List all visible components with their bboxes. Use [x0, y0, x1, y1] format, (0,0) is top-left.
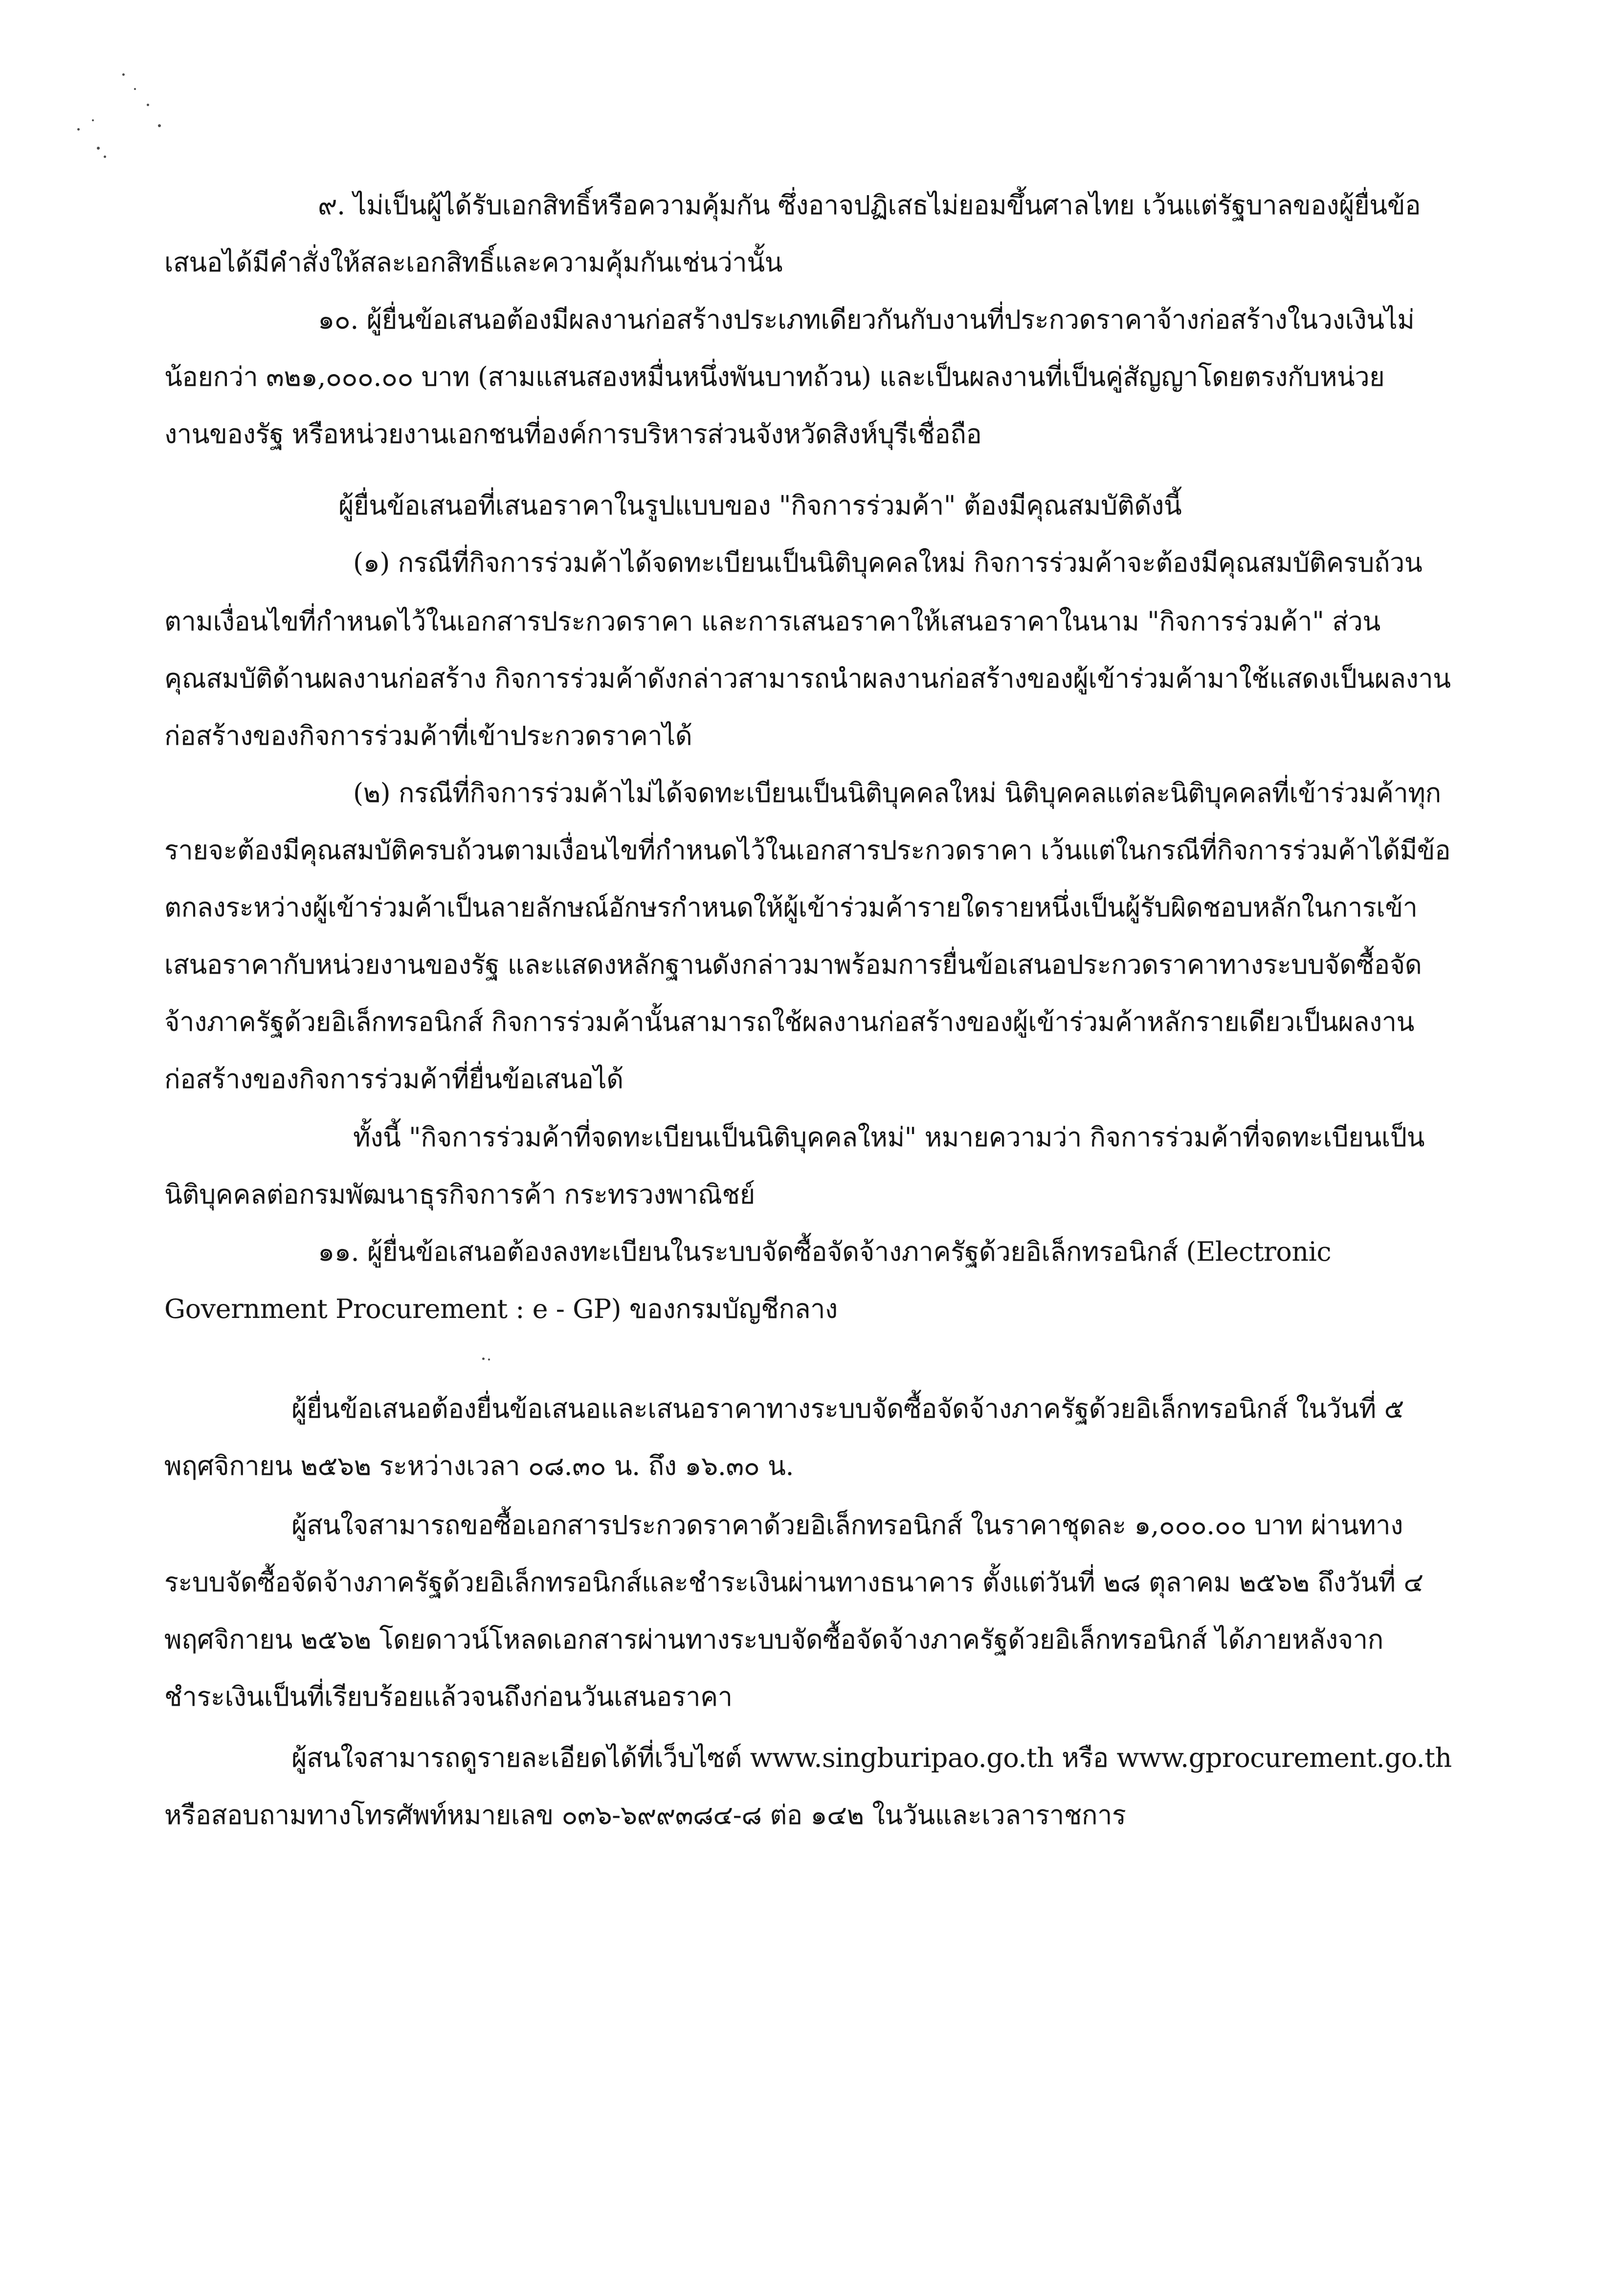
- scan-speck: [488, 1359, 490, 1360]
- text-line: หรือสอบถามทางโทรศัพท์หมายเลข ๐๓๖-๖๙๙๓๘๔-๘ ต่อ ๑๔๒ ในวันและเวลาราชการ: [164, 1800, 1126, 1830]
- text-line: ตกลงระหว่างผู้เข้าร่วมค้าเป็นลายลักษณ์อักษรกำหนดให้ผู้เข้าร่วมค้ารายใดรายหนึ่งเป็นผู้รับผิดชอบหลักในการเข้า: [164, 892, 1418, 923]
- text-line: ๑๑. ผู้ยื่นข้อเสนอต้องลงทะเบียนในระบบจัดซื้อจัดจ้างภาครัฐด้วยอิเล็กทรอนิกส์ (Electronic: [318, 1236, 1332, 1267]
- text-line: ชำระเงินเป็นที่เรียบร้อยแล้วจนถึงก่อนวันเสนอราคา: [164, 1681, 733, 1712]
- text-line: ผู้สนใจสามารถดูรายละเอียดได้ที่เว็บไซต์ www.singburipao.go.th หรือ www.gprocurement.go.th: [291, 1742, 1452, 1773]
- text-line: คุณสมบัติด้านผลงานก่อสร้าง กิจการร่วมค้าดังกล่าวสามารถนำผลงานก่อสร้างของผู้เข้าร่วมค้ามาใช้แสดงเป็นผลงาน: [164, 663, 1451, 694]
- scan-speck: [147, 104, 149, 106]
- scan-speck: [122, 73, 125, 76]
- text-line: ระบบจัดซื้อจัดจ้างภาครัฐด้วยอิเล็กทรอนิกส์และชำระเงินผ่านทางธนาคาร ตั้งแต่วันที่ ๒๘ ตุลาคม ๒๕๖๒ ถึงวันที่ ๔: [164, 1567, 1424, 1598]
- scan-speck: [134, 88, 136, 90]
- text-line: ผู้ยื่นข้อเสนอที่เสนอราคาในรูปแบบของ "กิจการร่วมค้า" ต้องมีคุณสมบัติดังนี้: [338, 490, 1182, 521]
- scan-speck: [92, 119, 94, 121]
- text-line: (๑) กรณีที่กิจการร่วมค้าได้จดทะเบียนเป็นนิติบุคคลใหม่ กิจการร่วมค้าจะต้องมีคุณสมบัติครบถ้วน: [353, 547, 1423, 578]
- text-line: เสนอได้มีคำสั่งให้สละเอกสิทธิ์และความคุ้มกันเช่นว่านั้น: [164, 247, 783, 278]
- text-line: พฤศจิกายน ๒๕๖๒ โดยดาวน์โหลดเอกสารผ่านทางระบบจัดซื้อจัดจ้างภาครัฐด้วยอิเล็กทรอนิกส์ ได้ภายหลังจาก: [164, 1624, 1383, 1655]
- scan-speck: [77, 128, 80, 131]
- scan-speck: [97, 147, 100, 150]
- scan-speck: [482, 1358, 485, 1360]
- text-line: ตามเงื่อนไขที่กำหนดไว้ในเอกสารประกวดราคา และการเสนอราคาให้เสนอราคาในนาม "กิจการร่วมค้า" ส่วน: [164, 606, 1380, 637]
- text-line: รายจะต้องมีคุณสมบัติครบถ้วนตามเงื่อนไขที่กำหนดไว้ในเอกสารประกวดราคา เว้นแต่ในกรณีที่กิจการร่วมค้าได้มีข้อ: [164, 835, 1451, 866]
- text-line: ๑๐. ผู้ยื่นข้อเสนอต้องมีผลงานก่อสร้างประเภทเดียวกันกับงานที่ประกวดราคาจ้างก่อสร้างในวงเงินไม่: [318, 304, 1415, 335]
- text-line: พฤศจิกายน ๒๕๖๒ ระหว่างเวลา ๐๘.๓๐ น. ถึง ๑๖.๓๐ น.: [164, 1450, 794, 1481]
- text-line: งานของรัฐ หรือหน่วยงานเอกชนที่องค์การบริหารส่วนจังหวัดสิงห์บุรีเชื่อถือ: [164, 419, 982, 449]
- scan-speck: [104, 156, 106, 158]
- scan-speck: [158, 124, 161, 127]
- text-line: ๙. ไม่เป็นผู้ได้รับเอกสิทธิ์หรือความคุ้มกัน ซึ่งอาจปฏิเสธไม่ยอมขึ้นศาลไทย เว้นแต่รัฐบาลของผู้ยื่นข้อ: [318, 190, 1421, 221]
- text-line: Government Procurement : e - GP) ของกรมบัญชีกลาง: [164, 1293, 838, 1324]
- text-line: ก่อสร้างของกิจการร่วมค้าที่ยื่นข้อเสนอได้: [164, 1064, 623, 1094]
- text-line: ทั้งนี้ "กิจการร่วมค้าที่จดทะเบียนเป็นนิติบุคคลใหม่" หมายความว่า กิจการร่วมค้าที่จดทะเบียนเป็น: [353, 1122, 1424, 1153]
- text-line: (๒) กรณีที่กิจการร่วมค้าไม่ได้จดทะเบียนเป็นนิติบุคคลใหม่ นิติบุคคลแต่ละนิติบุคคลที่เข้าร่วมค้าทุก: [353, 778, 1441, 808]
- text-line: ผู้ยื่นข้อเสนอต้องยื่นข้อเสนอและเสนอราคาทางระบบจัดซื้อจัดจ้างภาครัฐด้วยอิเล็กทรอนิกส์ ในวันที่ ๕: [291, 1393, 1404, 1424]
- text-line: นิติบุคคลต่อกรมพัฒนาธุรกิจการค้า กระทรวงพาณิชย์: [164, 1179, 755, 1210]
- text-line: ผู้สนใจสามารถขอซื้อเอกสารประกวดราคาด้วยอิเล็กทรอนิกส์ ในราคาชุดละ ๑,๐๐๐.๐๐ บาท ผ่านทาง: [291, 1510, 1403, 1540]
- text-line: เสนอราคากับหน่วยงานของรัฐ และแสดงหลักฐานดังกล่าวมาพร้อมการยื่นข้อเสนอประกวดราคาทางระบบจัดซื้อจัด: [164, 949, 1422, 980]
- text-line: ก่อสร้างของกิจการร่วมค้าที่เข้าประกวดราคาได้: [164, 720, 692, 751]
- text-line: น้อยกว่า ๓๒๑,๐๐๐.๐๐ บาท (สามแสนสองหมื่นหนึ่งพันบาทถ้วน) และเป็นผลงานที่เป็นคู่สัญญาโดยตรงกับหน่วย: [164, 361, 1385, 392]
- text-line: จ้างภาครัฐด้วยอิเล็กทรอนิกส์ กิจการร่วมค้านั้นสามารถใช้ผลงานก่อสร้างของผู้เข้าร่วมค้าหลักรายเดียวเป็นผลงาน: [164, 1006, 1414, 1037]
